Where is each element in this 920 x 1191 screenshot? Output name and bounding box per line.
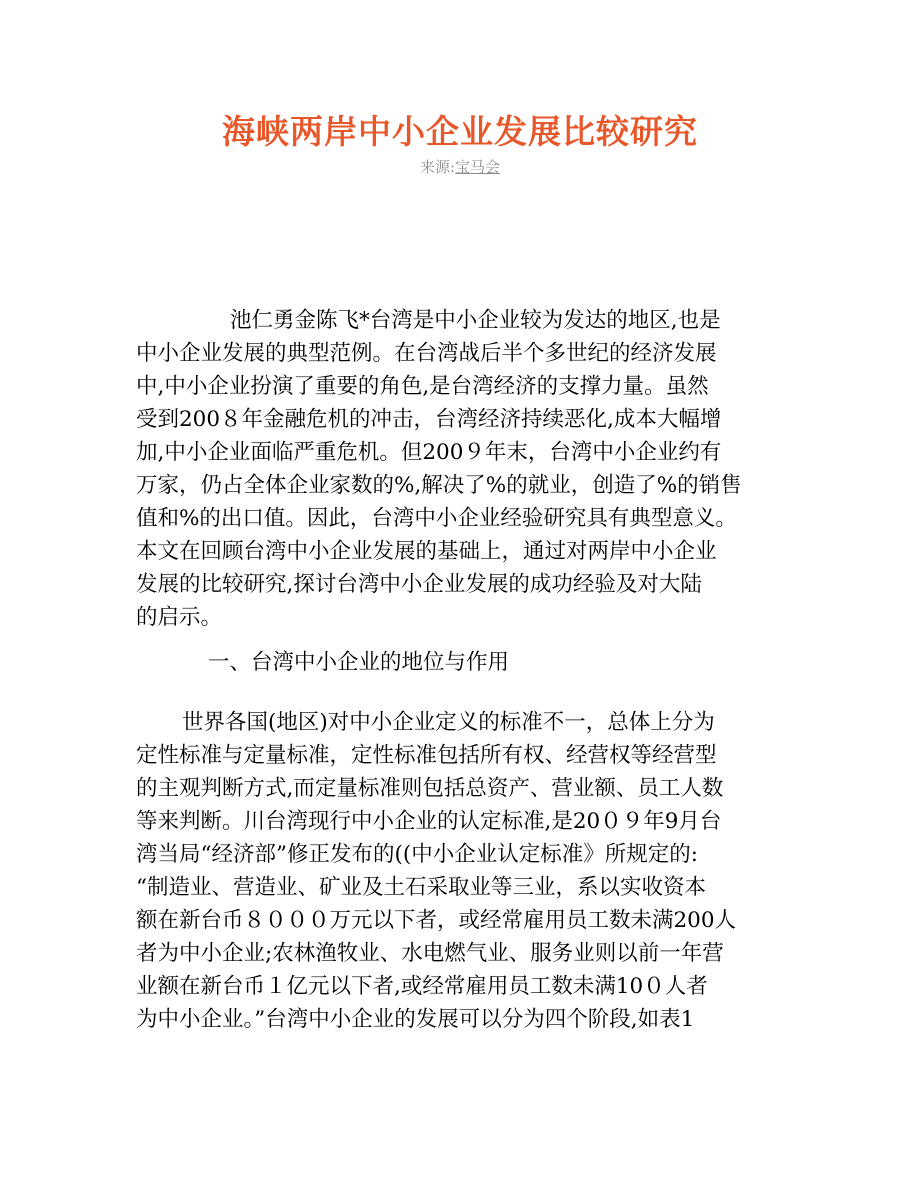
source-label: 来源: — [419, 158, 456, 176]
paragraph-line: “制造业、营造业、矿业及土石采取业等三业，系以实收资本 — [136, 875, 706, 900]
paragraph-line: 者为中小企业;农林渔牧业、水电燃气业、服务业则以前一年营 — [136, 941, 724, 966]
paragraph-line: 湾当局“经济部”修正发布的((中小企业认定标准》所规定的: — [136, 842, 699, 867]
paragraph-definition — [136, 706, 786, 1036]
paragraph-line: 池仁勇金陈飞*台湾是中小企业较为发达的地区,也是 — [230, 308, 721, 333]
paragraph-line: 本文在回顾台湾中小企业发展的基础上，通过对两岸中小企业 — [136, 539, 717, 564]
paragraph-line: 中,中小企业扮演了重要的角色,是台湾经济的支撑力量。虽然 — [136, 374, 709, 399]
paragraph-line: 业额在新台币１亿元以下者,或经常雇用员工数未满10０人者 — [136, 974, 708, 999]
paragraph-line: 加,中小企业面临严重危机。但200９年末，台湾中小企业约有 — [136, 440, 722, 465]
paragraph-line: 世界各国(地区)对中小企业定义的标准不一，总体上分为 — [182, 710, 715, 735]
section-heading: 一、台湾中小企业的地位与作用 — [208, 650, 510, 675]
source-line — [0, 157, 920, 177]
paragraph-line: 万家，仍占全体企业家数的%,解决了%的就业，创造了%的销售 — [136, 473, 742, 498]
paragraph-line: 额在新台币８０００万元以下者，或经常雇用员工数未满200人 — [136, 908, 737, 933]
paragraph-line: 值和%的出口值。因此，台湾中小企业经验研究具有典型意义。 — [136, 506, 737, 531]
paragraph-line: 为中小企业。”台湾中小企业的发展可以分为四个阶段,如表1 — [136, 1007, 695, 1032]
paragraph-line: 的启示。 — [136, 605, 223, 630]
document-title: 海峡两岸中小企业发展比较研究 — [222, 112, 698, 151]
paragraph-line: 受到200８年金融危机的冲击，台湾经济持续恶化,成本大幅增 — [136, 407, 722, 432]
paragraph-intro — [136, 304, 786, 634]
paragraph-line: 发展的比较研究,探讨台湾中小企业发展的成功经验及对大陆 — [136, 572, 702, 597]
paragraph-line: 的主观判断方式,而定量标准则包括总资产、营业额、员工人数 — [136, 776, 724, 801]
paragraph-line: 等来判断。川台湾现行中小企业的认定标准,是20０９年9月台 — [136, 809, 722, 834]
source-link[interactable]: 宝马会 — [455, 158, 501, 176]
paragraph-line: 定性标准与定量标准，定性标准包括所有权、经营权等经营型 — [136, 743, 717, 768]
paragraph-line: 中小企业发展的典型范例。在台湾战后半个多世纪的经济发展 — [136, 341, 717, 366]
